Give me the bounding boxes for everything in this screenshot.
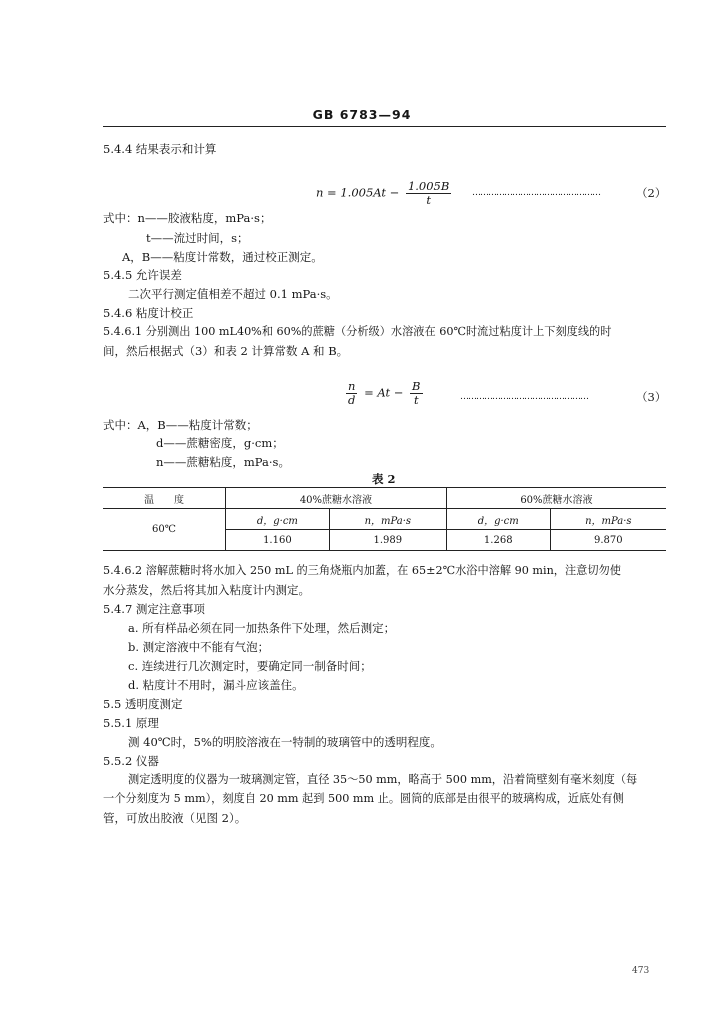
section-5-4-6-title: 5.4.6 粘度计校正 (103, 306, 194, 320)
section-5-4-4-title: 5.4.4 结果表示和计算 (103, 142, 217, 156)
table-2-temp-value: 60℃ (152, 524, 176, 535)
page-number: 473 (632, 966, 650, 976)
where-2-line-2: d——蔗糖密度，g·cm； (156, 436, 284, 450)
equation-3-denominator-1: d (348, 393, 356, 407)
where-1-line-1: 式中：n——胶液粘度，mPa·s； (103, 211, 272, 225)
equation-3-label: （3） (636, 390, 667, 404)
table-2 (103, 487, 666, 551)
equation-2-label: （2） (636, 186, 667, 200)
section-5-5-2-line-2: 一个分刻度为 5 mm），刻度自 20 mm 起到 500 mm 止。圆筒的底部是由很平的玻璃构成，近底处有侧 (103, 792, 624, 805)
table-2-subheader: d，g·cm (226, 509, 330, 530)
equation-3-leader: ………………………………………… (460, 392, 588, 402)
section-5-4-6-2-line-1: 5.4.6.2 溶解蔗糖时将水加入 250 mL 的三角烧瓶内加蓋，在 65±2℃水浴中溶解 90 min，注意切勿使 (103, 564, 621, 577)
where-2-line-1: 式中：A，B——粘度计常数； (103, 418, 258, 432)
where-2-line-3: n——蔗糖粘度，mPa·s。 (156, 455, 290, 469)
equation-2-leader: ………………………………………… (472, 188, 600, 198)
section-5-5-2-title: 5.5.2 仪器 (103, 754, 159, 768)
table-2-subheader: d，g·cm (446, 509, 550, 530)
equation-3-numerator-1: n (348, 379, 356, 393)
section-5-4-5-text: 二次平行测定值相差不超过 0.1 mPa·s。 (128, 287, 338, 301)
section-5-5-2-line-3: 管，可放出胶液（见图 2）。 (103, 811, 247, 825)
equation-3-fraction-2 (410, 380, 422, 407)
section-5-4-6-1-line-2: 间，然后根据式（3）和表 2 计算常数 A 和 B。 (103, 344, 349, 358)
table-2-subheader: n，mPa·s (329, 509, 446, 530)
section-5-4-7-title: 5.4.7 测定注意事项 (103, 602, 205, 616)
equation-3-numerator-2: B (412, 379, 421, 393)
section-5-5-title: 5.5 透明度测定 (103, 697, 183, 711)
equation-3-middle: = At − (364, 385, 404, 400)
equation-3-denominator-2: t (413, 393, 419, 407)
equation-2-lhs: n = 1.005At − (316, 185, 400, 200)
table-2-group-40: 40%蔗糖水溶液 (226, 488, 447, 509)
section-5-5-1-text: 测 40℃时，5%的明胶溶液在一特制的玻璃管中的透明程度。 (128, 735, 442, 749)
table-2-cell: 1.160 (226, 530, 330, 551)
section-5-4-6-2-line-2: 水分蒸发，然后将其加入粘度计内测定。 (103, 583, 310, 597)
page-header: GB 6783—94 (312, 107, 412, 122)
equation-2-numerator: 1.005B (407, 179, 450, 193)
section-5-4-7-item: d. 粘度计不用时，漏斗应该盖住。 (128, 678, 304, 692)
table-2-subheader: n，mPa·s (550, 509, 666, 530)
table-2-cell: 1.268 (446, 530, 550, 551)
equation-2-denominator: t (426, 193, 431, 207)
section-5-4-7-item: b. 测定溶液中不能有气泡； (128, 640, 270, 654)
section-5-4-7-item: a. 所有样品必须在同一加热条件下处理，然后测定； (128, 621, 396, 635)
table-2-caption: 表 2 (372, 472, 396, 486)
where-1-line-2: t——流过时间，s； (146, 231, 249, 245)
table-2-temp-header: 温 度 (103, 488, 226, 509)
equation-2-fraction (406, 180, 451, 207)
equation-3-fraction-1 (346, 380, 357, 407)
where-1-line-3: A，B——粘度计常数，通过校正测定。 (122, 250, 323, 264)
section-5-4-6-1-line-1: 5.4.6.1 分别测出 100 mL40%和 60%的蔗糖（分析级）水溶液在 60℃时流过粘度计上下刻度线的时 (103, 325, 612, 338)
table-2-cell: 9.870 (550, 530, 666, 551)
table-2-cell: 1.989 (329, 530, 446, 551)
table-2-group-60: 60%蔗糖水溶液 (446, 488, 666, 509)
section-5-5-1-title: 5.5.1 原理 (103, 716, 159, 730)
equation-3 (343, 380, 426, 407)
header-rule (103, 126, 666, 127)
section-5-4-7-item: c. 连续进行几次测定时，要确定同一制备时间； (128, 659, 372, 673)
section-5-5-2-line-1: 测定透明度的仪器为一玻璃测定管，直径 35～50 mm，略高于 500 mm，沿着筒壁刻有毫米刻度（每 (128, 773, 638, 786)
equation-2 (316, 180, 454, 207)
section-5-4-5-title: 5.4.5 允许误差 (103, 268, 182, 282)
